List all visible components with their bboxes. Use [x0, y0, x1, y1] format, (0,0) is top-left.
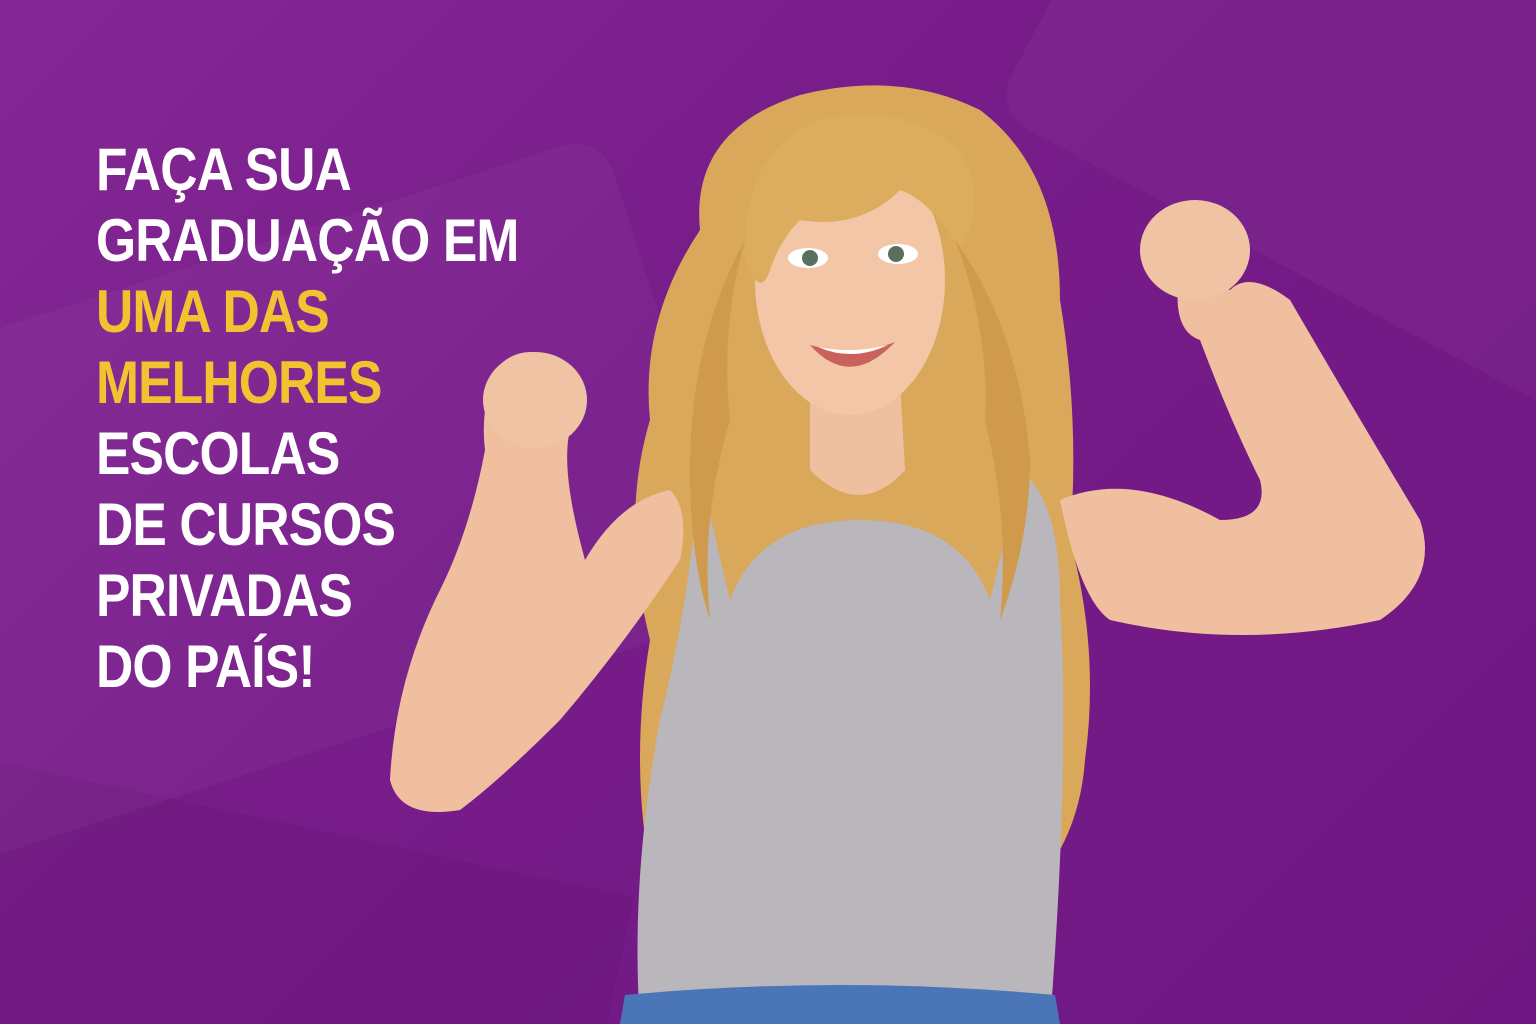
- headline-line: GRADUAÇÃO EM: [96, 207, 519, 274]
- headline-line: DE CURSOS: [96, 491, 396, 558]
- headline-line: ESCOLAS: [96, 420, 340, 487]
- headline-line: PRIVADAS: [96, 562, 352, 629]
- headline-line: FAÇA SUA: [96, 136, 351, 203]
- headline-line: DO PAÍS!: [96, 633, 315, 700]
- right-arm: [1060, 270, 1425, 635]
- headline-highlight-line: MELHORES: [96, 349, 382, 416]
- right-fist: [1140, 200, 1250, 300]
- left-fist: [483, 352, 587, 448]
- headline-highlight-line: UMA DAS: [96, 278, 329, 345]
- jeans: [620, 985, 1060, 1024]
- student-photo: [360, 70, 1500, 1024]
